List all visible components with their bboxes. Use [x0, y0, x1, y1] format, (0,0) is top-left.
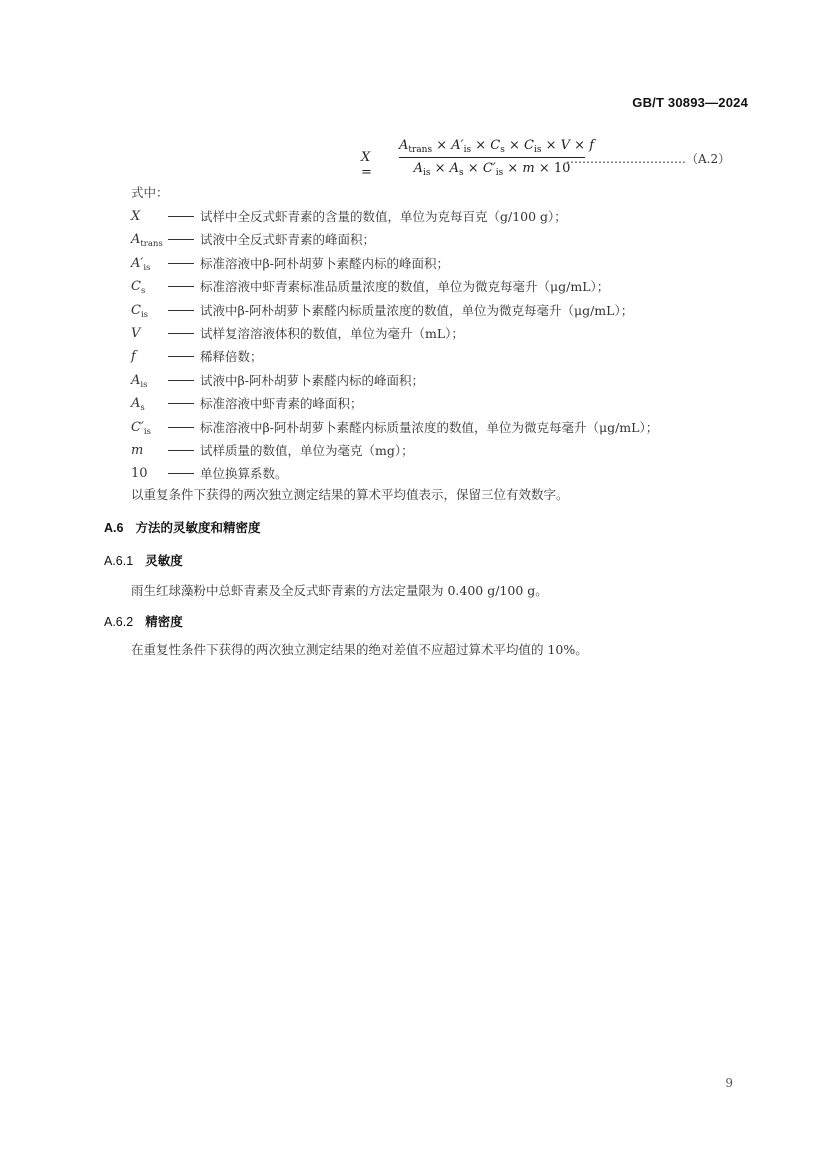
symbol-description: 试液中β-阿朴胡萝卜素醛内标质量浓度的数值，单位为微克每毫升（μg/mL）；	[200, 303, 634, 318]
section-title: 灵敏度	[145, 554, 183, 568]
symbol-description: 标准溶液中β-阿朴胡萝卜素醛内标的峰面积；	[200, 256, 449, 271]
symbol-description-row	[168, 277, 609, 297]
page-number: 9	[725, 1076, 733, 1090]
em-dash-rule	[168, 403, 194, 404]
symbol-subscript: is	[143, 427, 151, 437]
symbol-description-row	[168, 347, 263, 367]
symbol-subscript: trans	[140, 239, 163, 249]
equation-number: …………………………（A.2）	[566, 152, 731, 166]
symbol-description: 稀释倍数；	[200, 349, 263, 364]
formula-numerator: $A_{trans} \times A'_{is} \times C_s \times C_{is} \times V \times f$	[399, 138, 595, 155]
symbol-main: A′	[131, 256, 144, 271]
symbol-description-row	[168, 394, 363, 414]
symbol-subscript: is	[143, 263, 151, 273]
symbol-description: 试液中全反式虾青素的峰面积；	[200, 232, 376, 247]
standard-number: GB/T 30893—2024	[632, 95, 748, 110]
section-title: 方法的灵敏度和精密度	[135, 521, 261, 535]
symbol-description: 标准溶液中β-阿朴胡萝卜素醛内标质量浓度的数值，单位为微克每毫升（μg/mL）；	[200, 420, 659, 435]
section-a61-heading	[104, 551, 183, 569]
symbol-description: 试样质量的数值，单位为毫克（mg）；	[200, 443, 414, 458]
symbol	[131, 207, 167, 227]
symbol-main: C	[131, 279, 141, 294]
em-dash-rule	[168, 239, 194, 240]
symbol-description: 试液中β-阿朴胡萝卜素醛内标的峰面积；	[200, 373, 424, 388]
section-a6-heading	[104, 518, 260, 536]
symbol	[131, 347, 167, 367]
em-dash-rule	[168, 380, 194, 381]
formula-fraction	[399, 136, 595, 179]
formula-lhs: X =	[361, 150, 372, 180]
em-dash-rule	[168, 263, 194, 264]
symbol-main: A	[131, 232, 141, 247]
fraction-bar	[399, 157, 585, 158]
symbol-description-row	[168, 324, 464, 344]
symbol	[131, 418, 167, 438]
symbol	[131, 441, 167, 461]
symbol-main: A	[131, 396, 141, 411]
result-note: 以重复条件下获得的两次独立测定结果的算术平均值表示，保留三位有效数字。	[131, 487, 569, 502]
symbol-description-row	[168, 371, 424, 391]
symbol	[131, 301, 167, 321]
symbol-description-row	[168, 207, 567, 227]
symbol	[131, 464, 167, 484]
symbol-main: f	[131, 349, 136, 364]
formula-denominator: $A_{is} \times A_s \times C'_{is} \times m \times 10$	[413, 161, 571, 178]
symbol-subscript: s	[140, 286, 146, 296]
em-dash-rule	[168, 286, 194, 287]
symbol-description: 单位换算系数。	[200, 466, 288, 481]
symbol-subscript: s	[140, 403, 145, 413]
symbol-description-row	[168, 254, 449, 274]
symbol-subscript: is	[140, 310, 149, 320]
section-number: A.6	[104, 521, 124, 535]
symbol-main: A	[131, 373, 141, 388]
symbol-main: C′	[131, 420, 144, 435]
symbol-main: m	[131, 443, 144, 458]
where-label: 式中：	[131, 185, 169, 200]
section-a62-text: 在重复性条件下获得的两次独立测定结果的绝对差值不应超过算术平均值的 10%。	[131, 642, 588, 657]
symbol-description-row	[168, 301, 633, 321]
symbol	[131, 230, 167, 250]
symbol-description: 标准溶液中虾青素的峰面积；	[200, 396, 363, 411]
symbol-main: C	[131, 303, 141, 318]
symbol	[131, 277, 167, 297]
symbol-description-row	[168, 464, 288, 484]
symbol-description: 试样中全反式虾青素的含量的数值，单位为克每百克（g/100 g）；	[200, 209, 567, 224]
section-number: A.6.2	[104, 615, 134, 629]
em-dash-rule	[168, 310, 194, 311]
symbol-description: 试样复溶溶液体积的数值，单位为毫升（mL）；	[200, 326, 464, 341]
symbol-main: 10	[131, 466, 148, 481]
symbol	[131, 394, 167, 414]
em-dash-rule	[168, 450, 194, 451]
symbol-subscript: is	[140, 380, 148, 390]
symbol-description-row	[168, 230, 375, 250]
symbol	[131, 254, 167, 274]
symbol-description-row	[168, 441, 414, 461]
section-number: A.6.1	[104, 554, 134, 568]
em-dash-rule	[168, 333, 194, 334]
section-title: 精密度	[145, 615, 183, 629]
symbol-description-row	[168, 418, 658, 438]
em-dash-rule	[168, 356, 194, 357]
symbol	[131, 371, 167, 391]
section-a62-heading	[104, 612, 183, 630]
symbol-description: 标准溶液中虾青素标准品质量浓度的数值，单位为微克每毫升（μg/mL）；	[200, 279, 610, 294]
section-a61-text: 雨生红球藻粉中总虾青素及全反式虾青素的方法定量限为 0.400 g/100 g。	[131, 583, 548, 598]
symbol-main: V	[131, 326, 141, 341]
em-dash-rule	[168, 473, 194, 474]
em-dash-rule	[168, 216, 194, 217]
em-dash-rule	[168, 427, 194, 428]
symbol-main: X	[131, 209, 141, 224]
symbol	[131, 324, 167, 344]
